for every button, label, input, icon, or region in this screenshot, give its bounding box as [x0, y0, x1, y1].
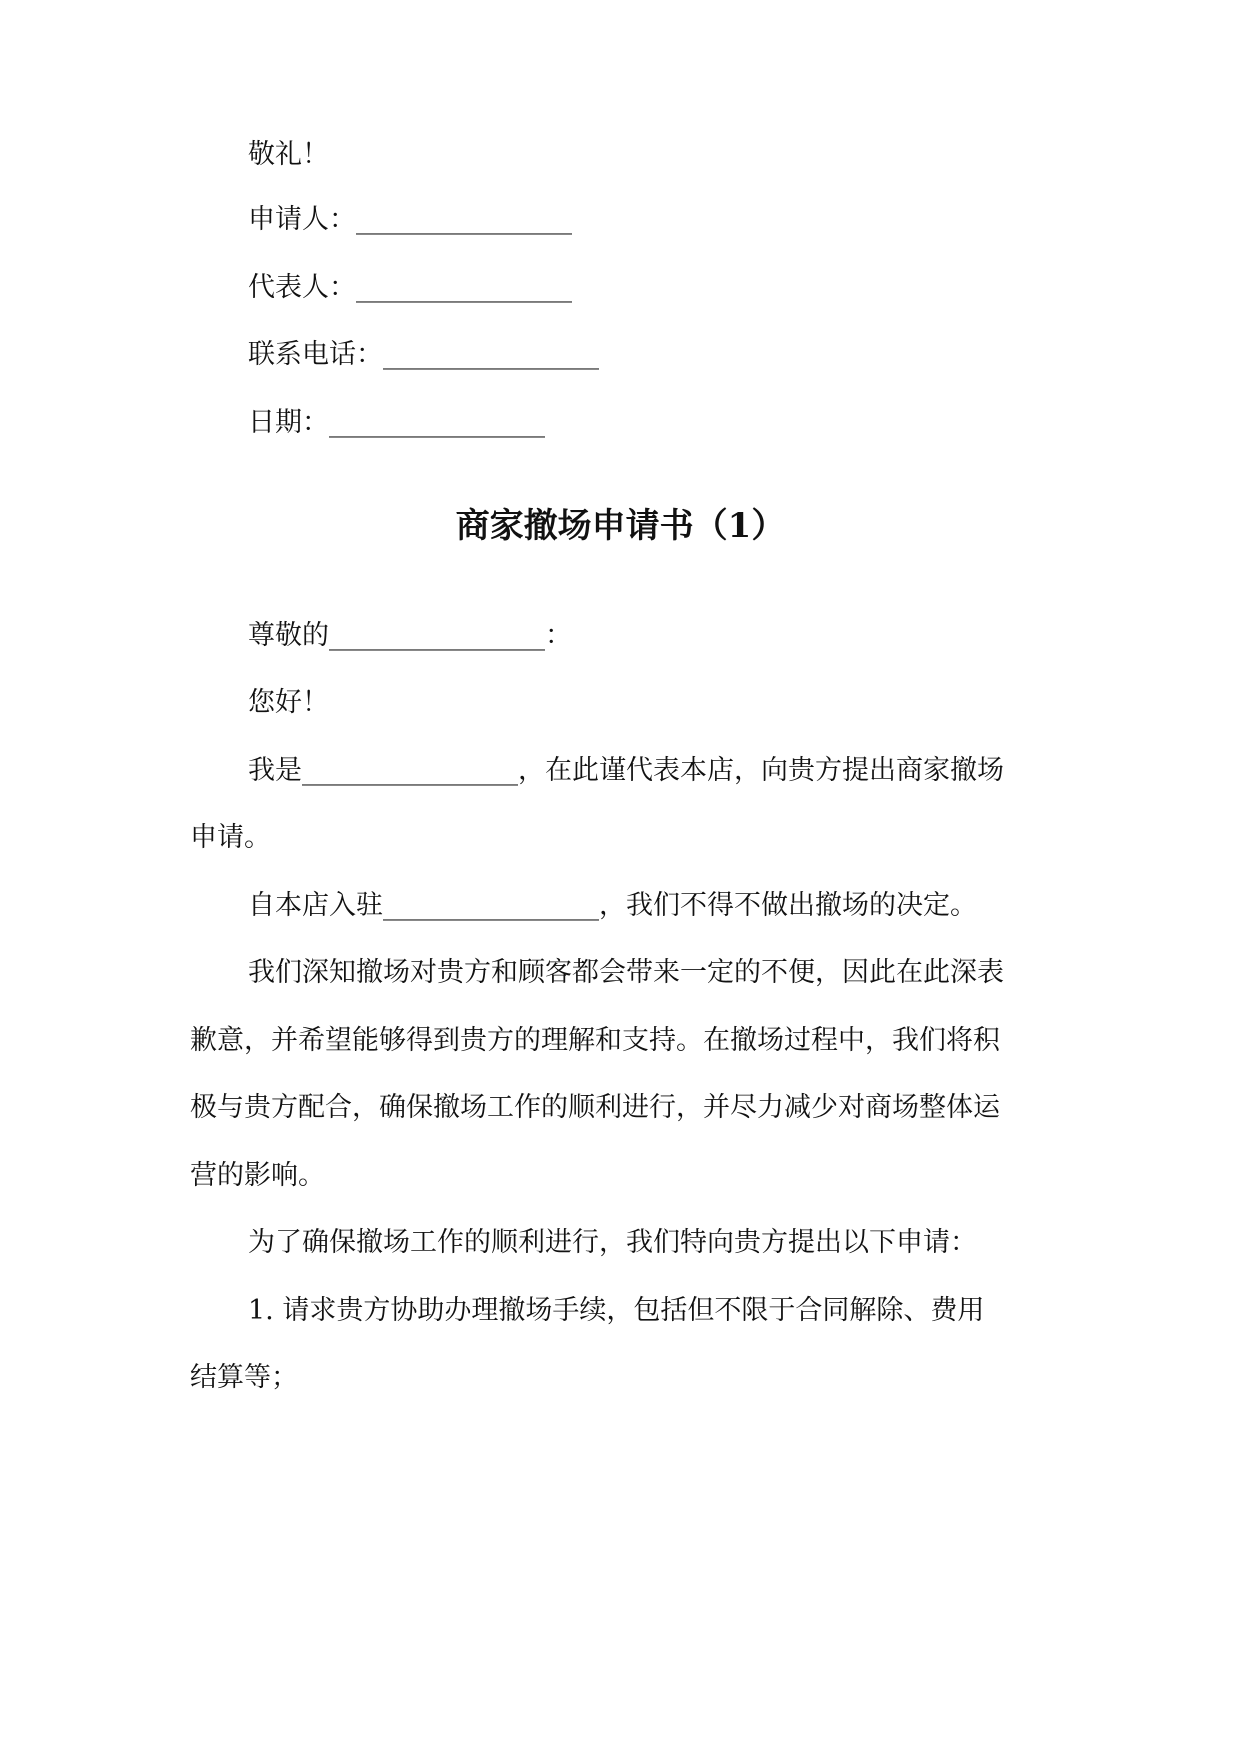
addressee-line: 尊敬的________________：: [248, 620, 572, 651]
page-title: 商家撤场申请书（1）: [455, 506, 786, 546]
greeting-line: 您好！: [248, 687, 329, 718]
list-item-1-line-2: 结算等；: [190, 1362, 298, 1393]
paragraph-3-line-2: 歉意，并希望能够得到贵方的理解和支持。在撤场过程中，我们将积: [190, 1025, 1000, 1056]
paragraph-2-line-1: 自本店入驻________________，我们不得不做出撤场的决定。: [248, 890, 977, 921]
paragraph-1-line-1: 我是________________，在此谨代表本店，向贵方提出商家撤场: [248, 755, 1004, 786]
applicant-line: 申请人：________________: [248, 204, 572, 235]
paragraph-3-line-3: 极与贵方配合，确保撤场工作的顺利进行，并尽力减少对商场整体运: [190, 1092, 1000, 1123]
list-item-1-line-1: 1. 请求贵方协助办理撤场手续，包括但不限于合同解除、费用: [248, 1295, 985, 1326]
closing-salutation: 敬礼！: [248, 139, 329, 170]
paragraph-1-line-2: 申请。: [190, 822, 271, 853]
date-line: 日期：________________: [248, 407, 545, 438]
paragraph-3-line-1: 我们深知撤场对贵方和顾客都会带来一定的不便，因此在此深表: [248, 957, 1004, 988]
paragraph-3-line-4: 营的影响。: [190, 1160, 325, 1191]
paragraph-4-line-1: 为了确保撤场工作的顺利进行，我们特向贵方提出以下申请：: [248, 1227, 977, 1258]
representative-line: 代表人：________________: [248, 272, 572, 303]
phone-line: 联系电话：________________: [248, 339, 599, 370]
